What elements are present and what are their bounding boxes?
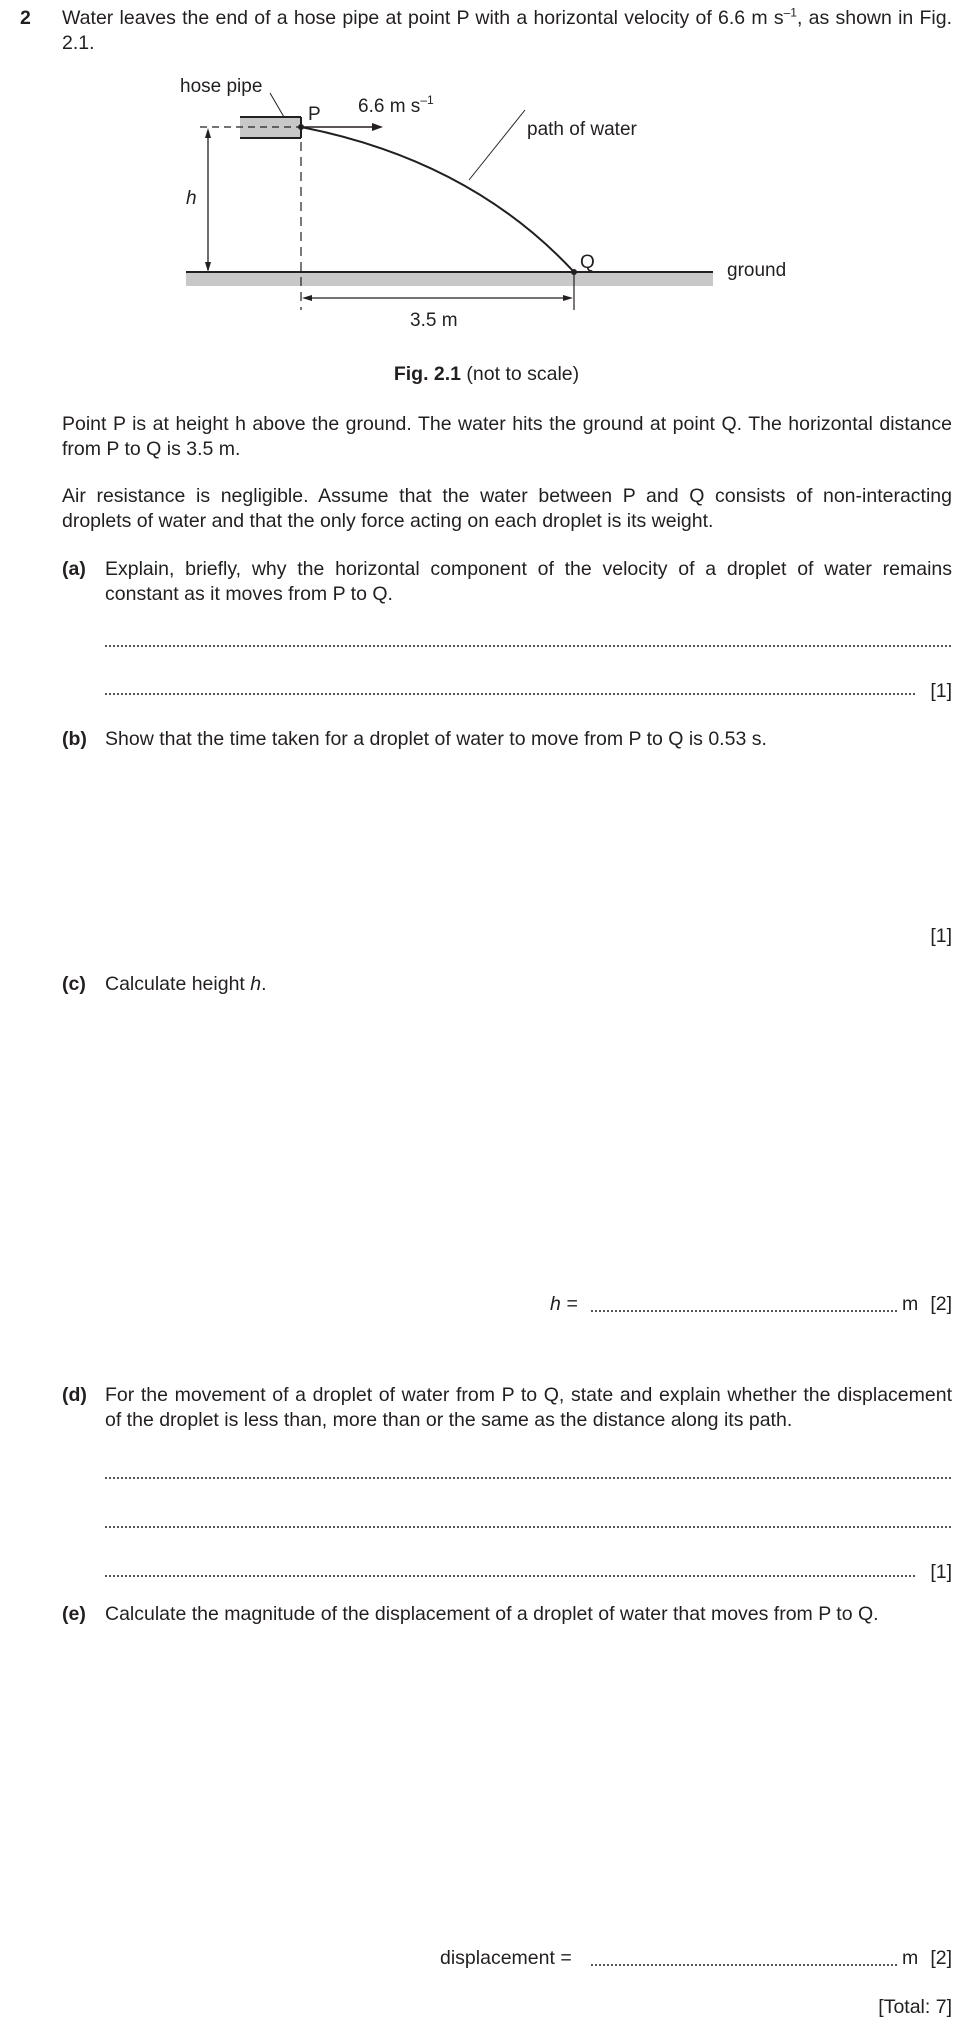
h-unit: m <box>902 1293 919 1315</box>
answer-line[interactable] <box>105 693 915 695</box>
part-a-mark: [1] <box>930 680 952 702</box>
figure-caption: Fig. 2.1 (not to scale) <box>393 363 580 385</box>
figure-2-1 <box>0 60 973 340</box>
answer-line[interactable] <box>105 645 951 647</box>
intro-text-end: , as shown in Fig. 2.1. <box>62 7 953 54</box>
p-label: P <box>308 104 321 125</box>
point-p <box>298 124 304 130</box>
part-e-label: (e) <box>62 1603 86 1625</box>
h-label: h <box>186 188 197 209</box>
paragraph-1: Point P is at height h above the ground. The water hits the ground at point Q. The horizontal distance from P to Q is 3.5 m. <box>62 413 952 460</box>
h-answer-input[interactable] <box>591 1310 897 1312</box>
paragraph-2: Air resistance is negligible. Assume that the water between P and Q consists of non-interacting droplets of water and that the only force acting on each droplet is its weight. <box>62 485 952 532</box>
distance-label: 3.5 m <box>410 310 458 331</box>
question-number: 2 <box>20 7 31 29</box>
total-marks: [Total: 7] <box>878 1996 952 2018</box>
part-b-mark: [1] <box>930 925 952 947</box>
h-answer-label: h = <box>550 1293 578 1315</box>
path-label: path of water <box>527 119 637 140</box>
answer-line[interactable] <box>105 1526 951 1528</box>
part-a-text: Explain, briefly, why the horizontal component of the velocity of a droplet of water remains constant as it moves from P to Q. <box>105 558 952 605</box>
part-e-mark: [2] <box>930 1947 952 1969</box>
intro-text: Water leaves the end of a hose pipe at point P with a horizontal velocity of 6.6 m s <box>62 7 784 29</box>
part-d-label: (d) <box>62 1384 87 1406</box>
part-c-text: Calculate height h. <box>105 973 267 995</box>
q-label: Q <box>580 252 595 273</box>
displacement-answer-label: displacement = <box>440 1947 572 1969</box>
part-c-label: (c) <box>62 973 86 995</box>
ground-label: ground <box>727 260 787 281</box>
part-b-label: (b) <box>62 728 87 750</box>
part-b-text: Show that the time taken for a droplet of water to move from P to Q is 0.53 s. <box>105 728 767 750</box>
part-c-mark: [2] <box>930 1293 952 1315</box>
ground-shade <box>186 272 713 286</box>
velocity-label: 6.6 m $s^{-1}$ <box>358 93 434 117</box>
displacement-answer-input[interactable] <box>591 1964 897 1966</box>
part-e-text: Calculate the magnitude of the displacement of a droplet of water that moves from P to Q. <box>105 1603 879 1625</box>
answer-line[interactable] <box>105 1477 951 1479</box>
water-path <box>301 127 574 272</box>
question-intro <box>62 6 952 56</box>
part-a-label: (a) <box>62 558 86 580</box>
part-d-text: For the movement of a droplet of water from P to Q, state and explain whether the displacement of the droplet is less than, more than or the same as the distance along its path. <box>105 1384 952 1431</box>
intro-sup: –1 <box>783 5 797 20</box>
displacement-unit: m <box>902 1947 919 1969</box>
hose-label: hose pipe <box>180 76 263 97</box>
answer-line[interactable] <box>105 1575 915 1577</box>
part-d-mark: [1] <box>930 1561 952 1583</box>
